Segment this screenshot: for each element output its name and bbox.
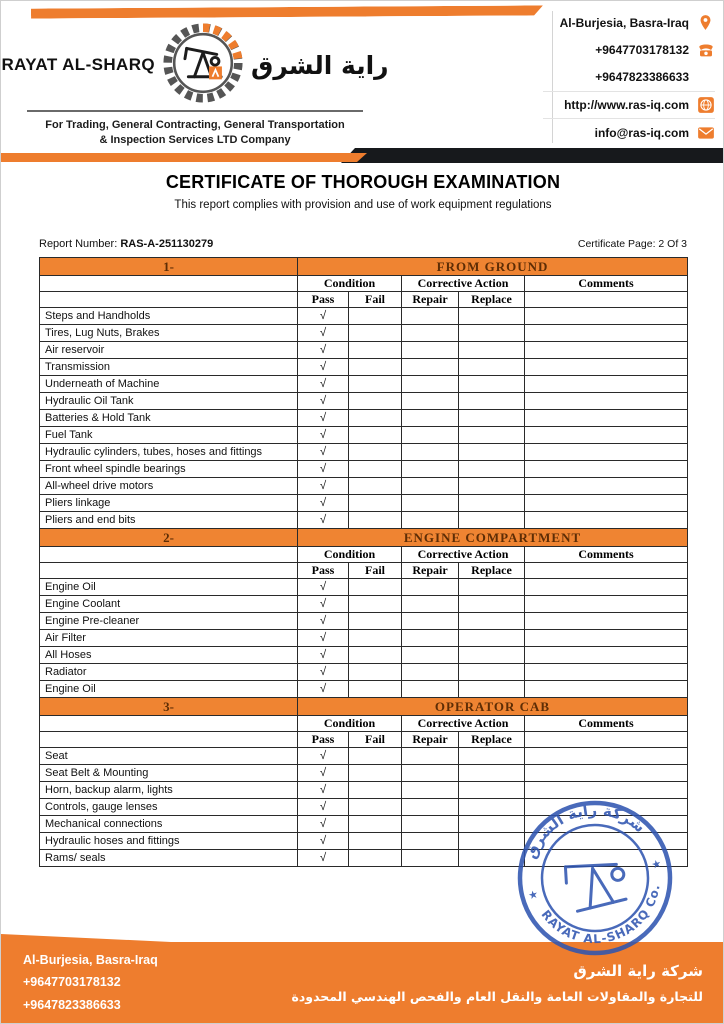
replace-cell	[459, 579, 525, 596]
replace-header: Replace	[459, 292, 525, 308]
pass-cell: √	[298, 630, 349, 647]
item-name: Engine Pre-cleaner	[40, 613, 298, 630]
item-name: Controls, gauge lenses	[40, 799, 298, 816]
repair-cell	[402, 664, 459, 681]
repair-cell	[402, 410, 459, 427]
repair-cell	[402, 765, 459, 782]
black-separator-band	[341, 148, 723, 163]
replace-cell	[459, 393, 525, 410]
footer-company-arabic: شركة راية الشرق	[573, 961, 703, 980]
comments-cell	[525, 816, 688, 833]
pass-cell: √	[298, 376, 349, 393]
item-name: Transmission	[40, 359, 298, 376]
pass-cell: √	[298, 833, 349, 850]
table-row	[40, 799, 688, 816]
replace-cell	[459, 799, 525, 816]
fail-cell	[349, 376, 402, 393]
fail-cell	[349, 647, 402, 664]
condition-header: Condition	[298, 276, 402, 292]
comments-cell	[525, 478, 688, 495]
fail-cell	[349, 495, 402, 512]
repair-cell	[402, 427, 459, 444]
fail-cell	[349, 765, 402, 782]
phone-icon	[696, 41, 715, 60]
comments-cell	[525, 799, 688, 816]
fail-cell	[349, 850, 402, 867]
pass-cell: √	[298, 782, 349, 799]
replace-cell	[459, 461, 525, 478]
comments-cell	[525, 850, 688, 867]
footer-arabic	[292, 962, 704, 1004]
item-name: Pliers and end bits	[40, 512, 298, 529]
repair-cell	[402, 359, 459, 376]
item-name: Air Filter	[40, 630, 298, 647]
comments-cell	[525, 630, 688, 647]
section-title: ENGINE COMPARTMENT	[298, 529, 688, 547]
replace-cell	[459, 512, 525, 529]
replace-cell	[459, 816, 525, 833]
section-title: FROM GROUND	[298, 258, 688, 276]
repair-cell	[402, 342, 459, 359]
item-name: Horn, backup alarm, lights	[40, 782, 298, 799]
orange-separator-band	[1, 153, 367, 162]
comments-header: Comments	[525, 547, 688, 563]
pass-cell: √	[298, 681, 349, 698]
pass-cell: √	[298, 308, 349, 325]
item-header-cell	[40, 716, 298, 732]
comments-cell	[525, 308, 688, 325]
replace-cell	[459, 765, 525, 782]
item-name: All-wheel drive motors	[40, 478, 298, 495]
location-pin-icon	[696, 13, 715, 32]
comments-cell	[525, 376, 688, 393]
repair-cell	[402, 647, 459, 664]
table-row	[40, 461, 688, 478]
repair-cell	[402, 613, 459, 630]
pass-cell: √	[298, 765, 349, 782]
table-row	[40, 596, 688, 613]
certificate-page-indicator: Certificate Page: 2 Of 3	[577, 238, 687, 250]
comments-cell	[525, 681, 688, 698]
table-row	[40, 579, 688, 596]
top-orange-ribbon	[31, 5, 543, 18]
table-row	[40, 664, 688, 681]
item-name: Fuel Tank	[40, 427, 298, 444]
replace-cell	[459, 325, 525, 342]
repair-cell	[402, 579, 459, 596]
comments-cell	[525, 410, 688, 427]
table-row	[40, 427, 688, 444]
pass-header: Pass	[298, 563, 349, 579]
table-row	[40, 478, 688, 495]
item-name: Radiator	[40, 664, 298, 681]
table-row	[40, 376, 688, 393]
company-tagline	[27, 118, 363, 149]
item-name: Underneath of Machine	[40, 376, 298, 393]
contact-row	[543, 119, 715, 147]
pass-cell: √	[298, 461, 349, 478]
fail-cell	[349, 833, 402, 850]
repair-cell	[402, 748, 459, 765]
column-subheader-row	[40, 292, 688, 308]
corrective-action-header: Corrective Action	[402, 547, 525, 563]
footer-phone1: +9647703178132	[23, 975, 121, 990]
item-name: Engine Oil	[40, 579, 298, 596]
document-body	[1, 172, 724, 867]
repair-cell	[402, 308, 459, 325]
fail-cell	[349, 664, 402, 681]
section-header-row	[40, 698, 688, 716]
repair-cell	[402, 512, 459, 529]
comments-cell	[525, 444, 688, 461]
repair-cell	[402, 444, 459, 461]
svg-text:★: ★	[527, 888, 540, 903]
brand-row	[1, 21, 389, 109]
fail-cell	[349, 782, 402, 799]
pass-cell: √	[298, 664, 349, 681]
replace-cell	[459, 427, 525, 444]
replace-cell	[459, 359, 525, 376]
fail-header: Fail	[349, 732, 402, 748]
fail-header: Fail	[349, 563, 402, 579]
comments-cell	[525, 512, 688, 529]
contact-row	[543, 37, 715, 65]
comments-cell	[525, 647, 688, 664]
comments-cell	[525, 664, 688, 681]
repair-header: Repair	[402, 563, 459, 579]
svg-text:شركة راية الشرق: شركة راية الشرق	[521, 800, 649, 862]
item-name: Front wheel spindle bearings	[40, 461, 298, 478]
column-subheader-row	[40, 732, 688, 748]
repair-header: Repair	[402, 732, 459, 748]
replace-cell	[459, 495, 525, 512]
comments-cell	[525, 748, 688, 765]
repair-cell	[402, 596, 459, 613]
table-row	[40, 833, 688, 850]
item-name: Steps and Handholds	[40, 308, 298, 325]
fail-cell	[349, 308, 402, 325]
footer-band	[1, 942, 724, 1023]
item-name: Engine Coolant	[40, 596, 298, 613]
comments-header: Comments	[525, 276, 688, 292]
column-group-header-row	[40, 276, 688, 292]
replace-header: Replace	[459, 732, 525, 748]
contact-text: http://www.ras-iq.com	[564, 97, 689, 112]
repair-cell	[402, 325, 459, 342]
pass-cell: √	[298, 325, 349, 342]
corrective-action-header: Corrective Action	[402, 276, 525, 292]
fail-cell	[349, 630, 402, 647]
pass-cell: √	[298, 410, 349, 427]
item-header-cell	[40, 276, 298, 292]
item-name: Air reservoir	[40, 342, 298, 359]
footer-address: Al-Burjesia, Basra-Iraq	[23, 952, 158, 967]
fail-cell	[349, 393, 402, 410]
fail-cell	[349, 799, 402, 816]
item-name: Mechanical connections	[40, 816, 298, 833]
table-row	[40, 410, 688, 427]
replace-cell	[459, 342, 525, 359]
tagline-line2: & Inspection Services LTD Company	[99, 134, 291, 147]
table-row	[40, 495, 688, 512]
fail-cell	[349, 596, 402, 613]
replace-cell	[459, 376, 525, 393]
replace-cell	[459, 478, 525, 495]
pass-cell: √	[298, 816, 349, 833]
footer-contact	[23, 949, 158, 1017]
section-title: OPERATOR CAB	[298, 698, 688, 716]
comments-cell	[525, 461, 688, 478]
table-row	[40, 393, 688, 410]
table-row	[40, 748, 688, 765]
company-name-arabic: راية الشرق	[251, 50, 389, 80]
section-number: 2-	[40, 529, 298, 547]
replace-cell	[459, 748, 525, 765]
replace-cell	[459, 613, 525, 630]
comments-header: Comments	[525, 716, 688, 732]
pass-cell: √	[298, 748, 349, 765]
fail-cell	[349, 613, 402, 630]
gear-pumpjack-logo-icon	[160, 20, 246, 106]
comments-cell	[525, 613, 688, 630]
table-row	[40, 681, 688, 698]
comments-cell	[525, 342, 688, 359]
pass-cell: √	[298, 647, 349, 664]
table-row	[40, 359, 688, 376]
table-row	[40, 512, 688, 529]
fail-cell	[349, 579, 402, 596]
section-number: 1-	[40, 258, 298, 276]
table-row	[40, 816, 688, 833]
footer-description-arabic: للتجارة والمقاولات العامة والنقل العام والفحص الهندسي المحدودة	[291, 988, 703, 1004]
table-row	[40, 444, 688, 461]
repair-cell	[402, 461, 459, 478]
pass-cell: √	[298, 613, 349, 630]
section-header-row	[40, 258, 688, 276]
fail-header: Fail	[349, 292, 402, 308]
replace-cell	[459, 681, 525, 698]
repair-cell	[402, 630, 459, 647]
column-group-header-row	[40, 547, 688, 563]
comments-cell	[525, 579, 688, 596]
comments-cell	[525, 782, 688, 799]
repair-cell	[402, 393, 459, 410]
report-number	[39, 238, 213, 250]
repair-header: Repair	[402, 292, 459, 308]
comments-cell	[525, 393, 688, 410]
company-name-english: RAYAT AL-SHARQ	[1, 55, 156, 74]
repair-cell	[402, 850, 459, 867]
comments-cell	[525, 833, 688, 850]
item-name: Pliers linkage	[40, 495, 298, 512]
fail-cell	[349, 325, 402, 342]
contact-text: info@ras-iq.com	[594, 125, 689, 140]
fail-cell	[349, 461, 402, 478]
contact-row	[543, 92, 715, 120]
replace-cell	[459, 596, 525, 613]
pass-cell: √	[298, 478, 349, 495]
report-number-value: RAS-A-251130279	[120, 238, 214, 250]
envelope-icon	[696, 123, 715, 142]
item-name: Seat	[40, 748, 298, 765]
pass-header: Pass	[298, 292, 349, 308]
pass-header: Pass	[298, 732, 349, 748]
column-subheader-row	[40, 563, 688, 579]
repair-cell	[402, 782, 459, 799]
fail-cell	[349, 748, 402, 765]
company-branding	[1, 21, 389, 149]
comments-subcell	[525, 732, 688, 748]
pass-cell: √	[298, 579, 349, 596]
certificate-subtitle: This report complies with provision and use of work equipment regulations	[174, 199, 552, 211]
icon-spacer	[696, 68, 715, 87]
column-group-header-row	[40, 716, 688, 732]
table-row	[40, 613, 688, 630]
item-name: Tires, Lug Nuts, Brakes	[40, 325, 298, 342]
contact-text: +9647703178132	[595, 43, 689, 58]
pass-cell: √	[298, 512, 349, 529]
contact-text: +9647823386633	[595, 70, 689, 85]
replace-cell	[459, 647, 525, 664]
report-number-label: Report Number:	[39, 238, 118, 250]
table-row	[40, 765, 688, 782]
replace-cell	[459, 782, 525, 799]
replace-cell	[459, 410, 525, 427]
condition-header: Condition	[298, 547, 402, 563]
item-name: Rams/ seals	[40, 850, 298, 867]
table-row	[40, 342, 688, 359]
table-row	[40, 630, 688, 647]
replace-cell	[459, 833, 525, 850]
replace-cell	[459, 664, 525, 681]
globe-icon	[696, 95, 715, 114]
table-row	[40, 647, 688, 664]
repair-cell	[402, 833, 459, 850]
fail-cell	[349, 681, 402, 698]
repair-cell	[402, 799, 459, 816]
comments-subcell	[525, 563, 688, 579]
pass-cell: √	[298, 427, 349, 444]
replace-cell	[459, 308, 525, 325]
pass-cell: √	[298, 799, 349, 816]
pass-cell: √	[298, 342, 349, 359]
pass-cell: √	[298, 444, 349, 461]
replace-cell	[459, 850, 525, 867]
fail-cell	[349, 512, 402, 529]
item-name: Seat Belt & Mounting	[40, 765, 298, 782]
corrective-action-header: Corrective Action	[402, 716, 525, 732]
examination-table	[39, 257, 688, 867]
fail-cell	[349, 444, 402, 461]
item-name: All Hoses	[40, 647, 298, 664]
fail-cell	[349, 410, 402, 427]
item-name: Hydraulic cylinders, tubes, hoses and fittings	[40, 444, 298, 461]
item-name: Batteries & Hold Tank	[40, 410, 298, 427]
contact-info-block	[543, 9, 715, 147]
section-number: 3-	[40, 698, 298, 716]
repair-cell	[402, 681, 459, 698]
table-row	[40, 325, 688, 342]
section-header-row	[40, 529, 688, 547]
replace-header: Replace	[459, 563, 525, 579]
fail-cell	[349, 478, 402, 495]
tagline-line1: For Trading, General Contracting, General Transportation	[45, 119, 345, 131]
repair-cell	[402, 478, 459, 495]
svg-text:RAYAT AL-SHARQ Co.: RAYAT AL-SHARQ Co.	[538, 883, 663, 947]
certificate-title: CERTIFICATE OF THOROUGH EXAMINATION	[165, 172, 561, 192]
pass-cell: √	[298, 393, 349, 410]
pass-cell: √	[298, 850, 349, 867]
item-name: Hydraulic Oil Tank	[40, 393, 298, 410]
item-header-cell	[40, 563, 298, 579]
pass-cell: √	[298, 596, 349, 613]
fail-cell	[349, 427, 402, 444]
svg-text:★: ★	[650, 857, 663, 872]
repair-cell	[402, 376, 459, 393]
footer-phone2: +9647823386633	[23, 997, 121, 1012]
comments-cell	[525, 596, 688, 613]
comments-cell	[525, 765, 688, 782]
table-row	[40, 850, 688, 867]
comments-cell	[525, 325, 688, 342]
repair-cell	[402, 816, 459, 833]
replace-cell	[459, 630, 525, 647]
company-logo	[160, 20, 246, 111]
item-name: Hydraulic hoses and fittings	[40, 833, 298, 850]
condition-header: Condition	[298, 716, 402, 732]
contact-row	[543, 64, 715, 92]
comments-cell	[525, 427, 688, 444]
fail-cell	[349, 816, 402, 833]
replace-cell	[459, 444, 525, 461]
repair-cell	[402, 495, 459, 512]
comments-subcell	[525, 292, 688, 308]
table-row	[40, 782, 688, 799]
pass-cell: √	[298, 359, 349, 376]
comments-cell	[525, 495, 688, 512]
item-header-cell	[40, 732, 298, 748]
item-header-cell	[40, 292, 298, 308]
report-meta-row	[39, 238, 687, 250]
item-header-cell	[40, 547, 298, 563]
comments-cell	[525, 359, 688, 376]
pass-cell: √	[298, 495, 349, 512]
fail-cell	[349, 359, 402, 376]
fail-cell	[349, 342, 402, 359]
table-row	[40, 308, 688, 325]
contact-text: Al-Burjesia, Basra-Iraq	[559, 15, 689, 30]
item-name: Engine Oil	[40, 681, 298, 698]
contact-row	[543, 9, 715, 37]
